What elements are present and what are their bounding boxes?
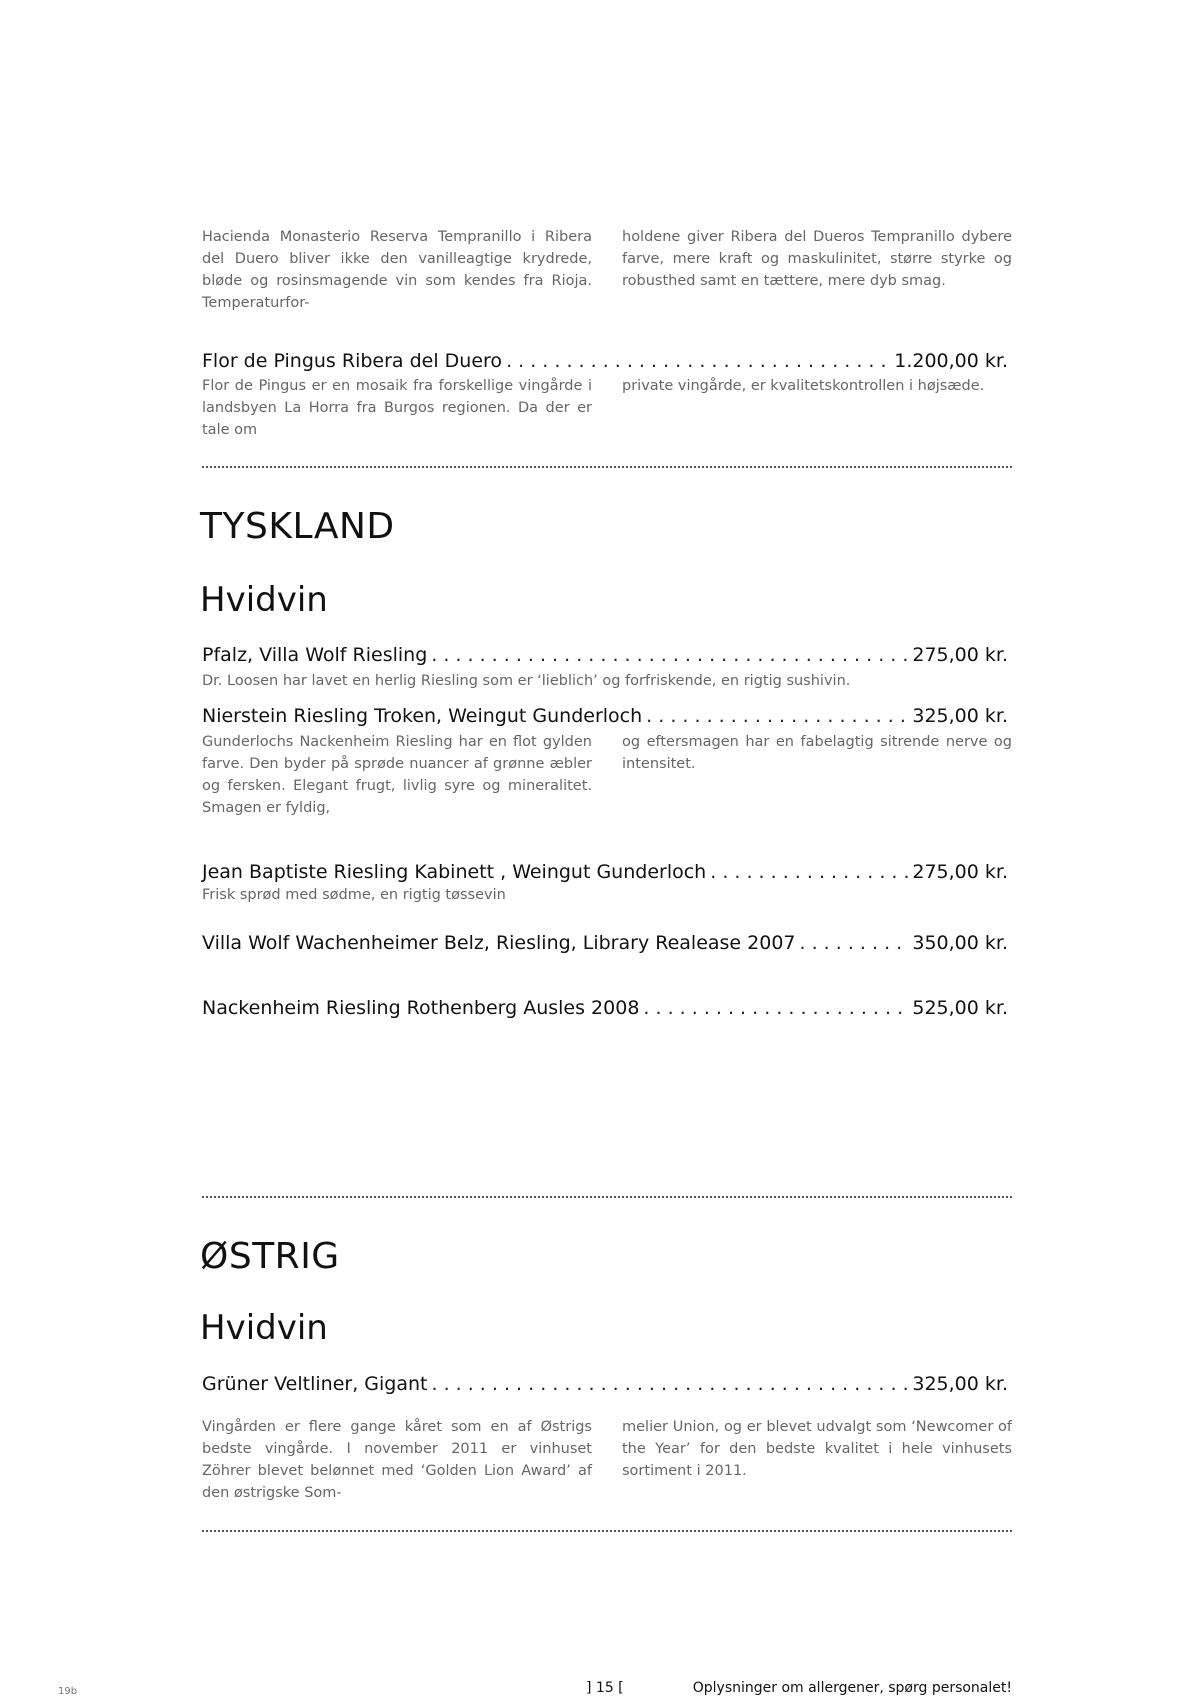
section-divider	[202, 1196, 1012, 1198]
wine-description: Dr. Loosen har lavet en herlig Riesling som er ‘lieblich’ og forfriskende, en rigtig sushivin.	[202, 673, 851, 689]
section-divider	[202, 466, 1012, 468]
wine-name: Pfalz, Villa Wolf Riesling	[202, 644, 428, 666]
wine-name: Grüner Veltliner, Gigant	[202, 1373, 428, 1395]
dot-leader	[710, 861, 908, 883]
country-heading-tyskland: TYSKLAND	[200, 506, 395, 547]
dot-leader	[431, 644, 908, 666]
wine-name: Villa Wolf Wachenheimer Belz, Riesling, Library Realease 2007	[202, 932, 796, 954]
wine-price: 325,00 kr.	[912, 1373, 1008, 1395]
wine-price: 350,00 kr.	[912, 932, 1008, 954]
wine-price: 275,00 kr.	[912, 861, 1008, 883]
dot-leader	[646, 705, 908, 727]
allergen-note: Oplysninger om allergener, spørg personalet!	[692, 1680, 1012, 1696]
wine-price: 325,00 kr.	[912, 705, 1008, 727]
intro-text	[202, 226, 1012, 314]
wine-entry-flor-de-pingus	[202, 350, 1008, 372]
wine-desc-col-1: Flor de Pingus er en mosaik fra forskellige vingårde i landsbyen La Horra fra Burgos regionen. Da der er tale om	[202, 378, 592, 438]
intro-col-1: Hacienda Monasterio Reserva Tempranillo i Ribera del Duero bliver ikke den vanilleagtige krydrede, bløde og rosinsmagende vin som kendes fra Rioja. Temperaturfor-	[202, 229, 592, 311]
wine-desc-col-1: Vingården er flere gange kåret som en af Østrigs bedste vingårde. I november 2011 er vinhuset Zöhrer blevet belønnet med ‘Golden Lion Award’ af den østrigske Som-	[202, 1419, 592, 1501]
wine-description	[202, 1416, 1012, 1504]
wine-type-heading: Hvidvin	[200, 1308, 328, 1348]
wine-description: Frisk sprød med sødme, en rigtig tøssevin	[202, 887, 506, 903]
dot-leader	[643, 997, 908, 1019]
wine-entry	[202, 861, 1008, 883]
dot-leader	[800, 932, 909, 954]
wine-description	[202, 731, 1012, 819]
wine-name: Nierstein Riesling Troken, Weingut Gunderloch	[202, 705, 643, 727]
page-number: ] 15 [	[586, 1680, 624, 1696]
wine-entry	[202, 705, 1008, 727]
wine-price: 525,00 kr.	[912, 997, 1008, 1019]
section-divider	[202, 1530, 1012, 1532]
wine-entry	[202, 644, 1008, 666]
dot-leader	[431, 1373, 908, 1395]
wine-desc-col-1: Gunderlochs Nackenheim Riesling har en flot gylden farve. Den byder på sprøde nuancer af grønne æbler og fersken. Elegant frugt, livlig syre og mineralitet. Smagen er fyldig,	[202, 734, 592, 816]
wine-entry	[202, 997, 1008, 1019]
wine-name: Nackenheim Riesling Rothenberg Ausles 2008	[202, 997, 640, 1019]
wine-desc-col-2: private vingårde, er kvalitetskontrollen i højsæde.	[622, 378, 985, 394]
wine-type-heading: Hvidvin	[200, 580, 328, 620]
intro-col-2: holdene giver Ribera del Dueros Tempranillo dybere farve, mere kraft og maskulinitet, større styrke og robusthed samt en tættere, mere dyb smag.	[622, 229, 1012, 289]
wine-entry	[202, 932, 1008, 954]
wine-desc-col-2: og eftersmagen har en fabelagtig sitrende nerve og intensitet.	[622, 734, 1012, 772]
wine-price: 275,00 kr.	[912, 644, 1008, 666]
wine-name: Flor de Pingus Ribera del Duero	[202, 350, 503, 372]
wine-desc-col-2: melier Union, og er blevet udvalgt som ‘Newcomer of the Year’ for den bedste kvalitet i hele vinhusets sortiment i 2011.	[622, 1419, 1012, 1479]
page-code: 19b	[58, 1686, 78, 1697]
wine-name: Jean Baptiste Riesling Kabinett , Weingut Gunderloch	[202, 861, 707, 883]
wine-description	[202, 375, 1012, 441]
dot-leader	[506, 350, 890, 372]
wine-entry	[202, 1373, 1008, 1395]
wine-price: 1.200,00 kr.	[894, 350, 1008, 372]
country-heading-ostrig: ØSTRIG	[200, 1236, 340, 1277]
